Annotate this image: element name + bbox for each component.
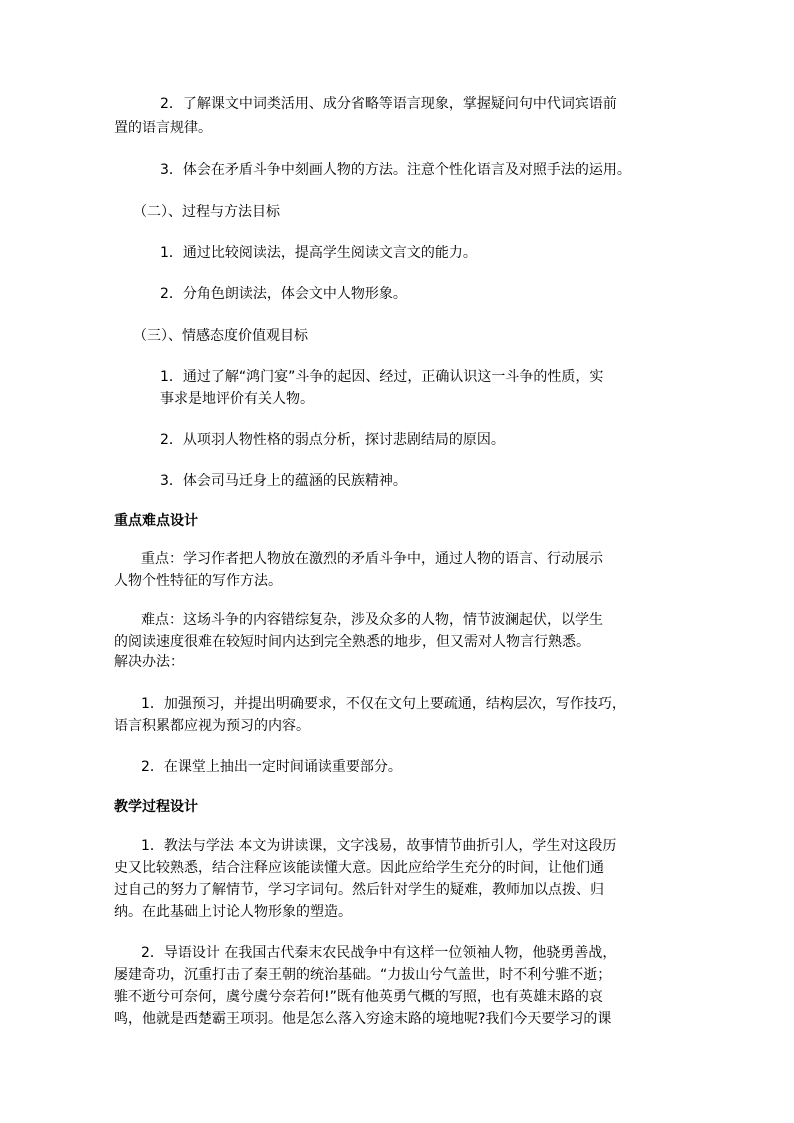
focus-line-2: 人物个性特征的写作方法。 xyxy=(114,573,282,589)
solution-1-line-2: 语言积累都应视为预习的内容。 xyxy=(114,718,310,734)
solution-2: 2．在课堂上抽出一定时间诵读重要部分。 xyxy=(141,759,402,775)
objective-item-3: 3．体会在矛盾斗争中刻画人物的方法。注意个性化语言及对照手法的运用。 xyxy=(160,162,631,178)
difficulty-line-2: 的阅读速度很难在较短时间内达到完全熟悉的地步，但又需对人物言行熟悉。 xyxy=(114,634,590,650)
step-2-line-3: 骓不逝兮可奈何，虞兮虞兮奈若何!”既有他英勇气概的写照，也有英雄末路的哀 xyxy=(114,989,603,1005)
emotion-goal-item-1-line-1: 1．通过了解“鸿门宴”斗争的起因、经过，正确认识这一斗争的性质，实 xyxy=(160,369,604,385)
process-goals-title: （二）、过程与方法目标 xyxy=(133,204,280,220)
step-2-line-1: 2．导语设计 在我国古代秦末农民战争中有这样一位领袖人物，他骁勇善战， xyxy=(141,945,617,961)
solution-1-line-1: 1．加强预习，并提出明确要求，不仅在文句上要疏通，结构层次，写作技巧， xyxy=(141,696,626,712)
step-1-line-1: 1．教法与学法 本文为讲读课，文字浅易，故事情节曲折引人，学生对这段历 xyxy=(141,838,617,854)
objective-item-2-line-2: 置的语言规律。 xyxy=(114,120,212,136)
teaching-process-heading: 教学过程设计 xyxy=(114,799,198,815)
focus-line-1: 重点：学习作者把人物放在激烈的矛盾斗争中，通过人物的语言、行动展示 xyxy=(141,551,603,567)
solution-title: 解决办法： xyxy=(114,654,184,670)
process-goal-item-1: 1．通过比较阅读法，提高学生阅读文言文的能力。 xyxy=(160,245,477,261)
key-points-heading: 重点难点设计 xyxy=(114,513,198,529)
step-1-line-3: 过自己的努力了解情节，学习字词句。然后针对学生的疑难，教师加以点拨、归 xyxy=(114,882,604,898)
step-1-line-2: 史又比较熟悉，结合注释应该能读懂大意。因此应给学生充分的时间，让他们通 xyxy=(114,860,604,876)
process-goal-item-2: 2．分角色朗读法，体会文中人物形象。 xyxy=(160,286,407,302)
step-1-line-4: 纳。在此基础上讨论人物形象的塑造。 xyxy=(114,904,352,920)
emotion-goal-item-3: 3．体会司马迁身上的蕴涵的民族精神。 xyxy=(160,473,407,489)
step-2-line-4: 鸣，他就是西楚霸王项羽。他是怎么落入穷途末路的境地呢?我们今天要学习的课 xyxy=(114,1011,612,1027)
emotion-goals-title: （三）、情感态度价值观目标 xyxy=(133,328,308,344)
objective-item-2-line-1: 2．了解课文中词类活用、成分省略等语言现象，掌握疑问句中代词宾语前 xyxy=(160,96,617,112)
step-2-line-2: 屡建奇功，沉重打击了秦王朝的统治基础。“力拔山兮气盖世，时不利兮骓不逝； xyxy=(114,967,612,983)
emotion-goal-item-1-line-2: 事求是地评价有关人物。 xyxy=(160,391,314,407)
emotion-goal-item-2: 2．从项羽人物性格的弱点分析，探讨悲剧结局的原因。 xyxy=(160,432,505,448)
difficulty-line-1: 难点：这场斗争的内容错综复杂，涉及众多的人物，情节波澜起伏，以学生 xyxy=(141,612,603,628)
